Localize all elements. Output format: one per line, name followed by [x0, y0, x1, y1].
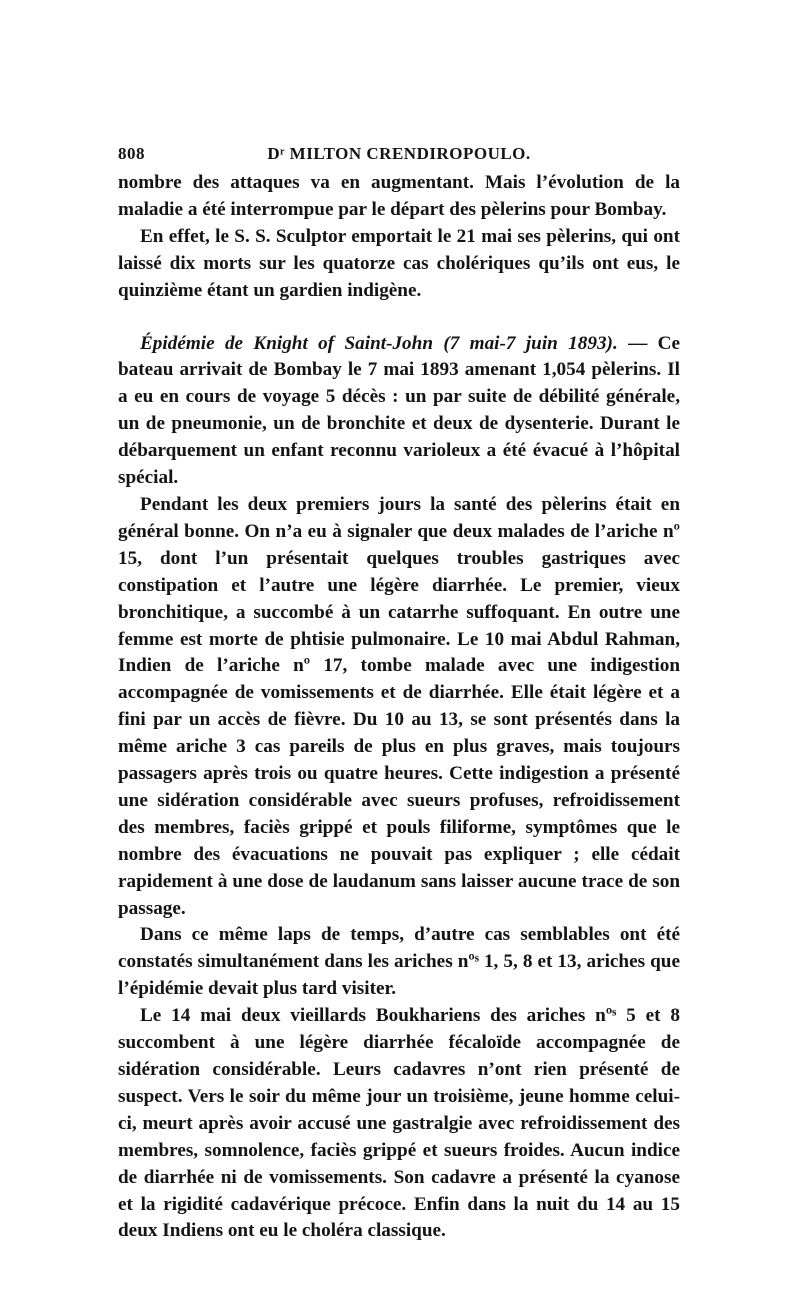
- paragraph-sculptor: En effet, le S. S. Sculptor emportait le 21 mai ses pèlerins, qui ont laissé dix morts sur les quatorze cas cholériques qu’ils ont eus, le quinzième étant un gardien indigène.: [118, 225, 680, 301]
- running-head: [118, 140, 680, 170]
- paragraph-may-14: Le 14 mai deux vieillards Boukhariens des ariches nºˢ 5 et 8 succombent à une légère diarrhée fécaloïde accompagnée de sidération considérable. Leurs cadavres n’ont rien présenté de suspect. Vers le soir du même jour un troisième, jeune homme celui-ci, meurt après avoir accusé une gastralgie avec refroidissement des membres, somnolence, faciès grippé et sueurs froides. Aucun indice de diarrhée ni de vomissements. Son cadavre a présenté la cyanose et la rigidité cadavérique précoce. Enfin dans la nuit du 14 au 15 deux Indiens ont eu le choléra classique.: [118, 1005, 680, 1242]
- book-page: [118, 140, 680, 1245]
- page-number: 808: [118, 144, 145, 163]
- paragraph-epidemic-intro: [118, 331, 680, 492]
- body-text: [118, 170, 680, 1245]
- paragraph-continuation: nombre des attaques va en augmentant. Mais l’évolution de la maladie a été interrompue par le départ des pèlerins pour Bombay.: [118, 172, 680, 220]
- paragraph-first-days: Pendant les deux premiers jours la santé des pèlerins était en général bonne. On n’a eu à signaler que deux malades de l’ariche nº 15, dont l’un présentait quelques troubles gastriques avec constipation et l’autre une légère diarrhée. Le premier, vieux bronchitique, a succombé à un catarrhe suffoquant. En outre une femme est morte de phtisie pulmonaire. Le 10 mai Abdul Rahman, Indien de l’ariche nº 17, tombe malade avec une indigestion accompagnée de vomissements et de diarrhée. Elle était légère et a fini par un accès de fièvre. Du 10 au 13, se sont présentés dans la même ariche 3 cas pareils de plus en plus graves, mais toujours passagers après trois ou quatre heures. Cette indigestion a présenté une sidération considérable avec sueurs profuses, refroidissement des membres, faciès grippé et pouls filiforme, symptômes que le nombre des évacuations ne pouvait pas expliquer ; elle cédait rapidement à une dose de laudanum sans laisser aucune trace de son passage.: [118, 493, 680, 919]
- paragraph-similar-cases: Dans ce même laps de temps, d’autre cas semblables ont été constatés simultanément dans les ariches nºˢ 1, 5, 8 et 13, ariches que l’épidémie devait plus tard visiter.: [118, 924, 680, 1000]
- running-title: Dʳ MILTON CRENDIROPOULO.: [267, 144, 531, 163]
- section-intro-text: — Ce bateau arrivait de Bombay le 7 mai 1893 amenant 1,054 pèlerins. Il a eu en cours de voyage 5 décès : un par suite de débilité générale, un de pneumonie, un de bronchite et deux de dysenterie. Durant le débarquement un enfant reconnu varioleux a été évacué à l’hôpital spécial.: [118, 332, 680, 489]
- section-heading: Épidémie de Knight of Saint-John (7 mai-7 juin 1893).: [140, 332, 618, 354]
